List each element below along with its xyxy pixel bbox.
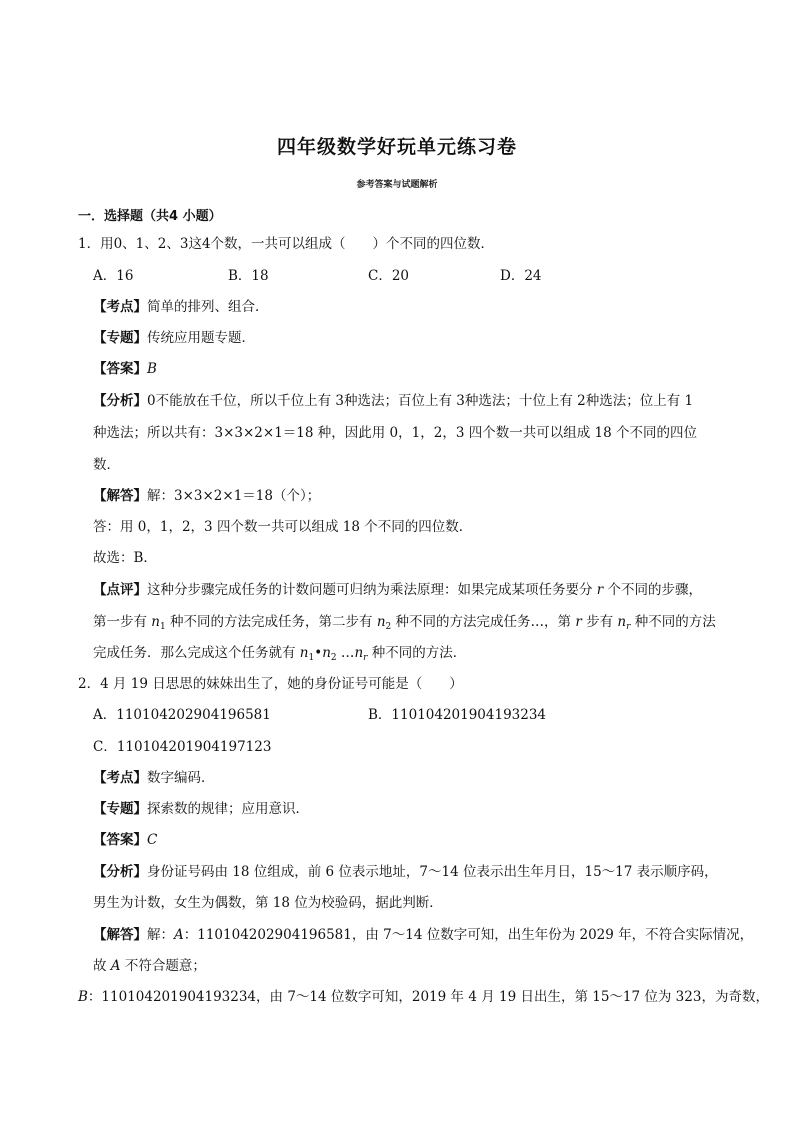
zhuanti-text: 探索数的规律；应用意识． [147, 801, 309, 817]
var-n1: n [151, 614, 160, 630]
jieda-text: 解： [147, 927, 174, 943]
question-1-stem: 1．用0、1、2、3这4个数，一共可以组成（ ）个不同的四位数． [78, 236, 495, 252]
q1-da: 答：用 0，1，2，3 四个数一共可以组成 18 个不同的四位数． [93, 519, 473, 535]
q2-jieda-line-3 [78, 987, 769, 1007]
q2-fenxi-line-2: 男生为计数，女生为偶数，第 18 位为校验码，据此判断． [93, 895, 443, 911]
q2-fenxi-line-1 [93, 862, 718, 882]
q1-option-a: A．16 [93, 268, 134, 284]
dianping-text: 第一步有 [93, 614, 152, 630]
jieda-text: 故 [93, 958, 111, 974]
dianping-text: 种不同的方法完成任务…，第 [391, 614, 576, 630]
fenxi-text: 身份证号码由 18 位组成，前 6 位表示地址，7～14 位表示出生年月日，15～17 表示顺序码， [147, 864, 718, 880]
zhuanti-tag: 【专题】 [93, 330, 147, 346]
q2-jieda-line-1 [93, 925, 753, 945]
var-n1: n [299, 645, 309, 661]
option-label-a: A [110, 958, 121, 974]
kaodian-text: 简单的排列、组合． [147, 299, 269, 315]
var-nr: n [354, 645, 364, 661]
zhuanti-text: 传统应用题专题． [147, 330, 255, 346]
q1-option-b: B．18 [228, 268, 269, 284]
fenxi-text: 0不能放在千位，所以千位上有 3种选法；百位上有 3种选法；十位上有 2种选法；位上有 1 [147, 393, 694, 409]
option-label-a: A [174, 927, 184, 943]
q1-fenxi-line-1 [93, 391, 693, 411]
ellipsis: … [336, 645, 355, 661]
jieda-tag: 【解答】 [93, 488, 147, 504]
q1-dianping-line-2 [93, 612, 716, 632]
dianping-text: 完成任务．那么完成这个任务就有 [93, 645, 300, 661]
jieda-text: 不符合题意； [120, 958, 206, 974]
q2-jieda-line-2 [93, 956, 206, 976]
q1-dianping-line-1 [93, 580, 702, 600]
dianping-text: 个不同的步骤， [603, 582, 703, 598]
dianping-text: 步有 [581, 614, 618, 630]
q2-zhuanti [93, 799, 309, 819]
zhuanti-tag: 【专题】 [93, 801, 147, 817]
q2-option-a: A．110104202904196581 [93, 707, 271, 723]
jieda-text: 解：3×3×2×1＝18（个）； [147, 488, 321, 504]
answer-tag: 【答案】 [93, 361, 147, 377]
fenxi-tag: 【分析】 [93, 393, 147, 409]
jieda-text: ：110104202904196581，由 7～14 位数字可知，出生年份为 2029 年，不符合实际情况， [183, 927, 754, 943]
subscript: 2 [330, 653, 337, 663]
q2-kaodian [93, 768, 215, 788]
q1-option-d: D．24 [500, 268, 542, 284]
question-2-stem: 2．4 月 19 日思思的妹妹出生了，她的身份证号可能是（ ） [78, 676, 463, 692]
dianping-text: 这种分步骤完成任务的计数问题可归纳为乘法原理：如果完成某项任务要分 [147, 582, 597, 598]
q1-guxuan: 故选：B． [93, 550, 157, 566]
subscript: r [363, 653, 368, 663]
dianping-text: 种不同的方法 [630, 614, 716, 630]
fenxi-tag: 【分析】 [93, 864, 147, 880]
q1-fenxi-line-2: 种选法；所以共有：3×3×2×1＝18 种，因此用 0，1，2，3 四个数一共可以组成 18 个不同的四位 [93, 425, 697, 441]
dianping-text: 种不同的方法完成任务，第二步有 [165, 614, 377, 630]
q1-fenxi-line-3: 数． [93, 457, 120, 473]
q1-option-c: C．20 [368, 268, 410, 284]
var-n2: n [376, 614, 386, 630]
q2-option-b: B．110104201904193234 [368, 707, 547, 723]
subscript: 1 [308, 653, 315, 663]
section-heading: 一．选择题（共4 小题） [78, 209, 222, 224]
kaodian-tag: 【考点】 [93, 299, 147, 315]
q2-option-c: C．110104201904197123 [93, 739, 272, 755]
var-r: r [596, 582, 604, 598]
product-dot: • [314, 645, 323, 661]
q1-zhuanti [93, 328, 255, 348]
answer-tag: 【答案】 [93, 832, 147, 848]
var-r: r [575, 614, 582, 630]
kaodian-tag: 【考点】 [93, 770, 147, 786]
var-nr: n [617, 614, 627, 630]
var-n2: n [322, 645, 331, 661]
option-label-b: B [78, 989, 88, 1005]
q1-kaodian [93, 297, 269, 317]
q2-answer [93, 830, 157, 850]
answer-text: B [147, 361, 157, 377]
dianping-text: 种不同的方法． [367, 645, 467, 661]
q1-jieda [93, 486, 320, 506]
kaodian-text: 数字编码． [147, 770, 215, 786]
page-title: 四年级数学好玩单元练习卷 [276, 136, 517, 158]
q1-answer [93, 359, 157, 379]
answer-text: C [147, 832, 158, 848]
jieda-text: ：110104201904193234，由 7～14 位数字可知，2019 年 4 月 19 日出生，第 15～17 位为 323，为奇数， [87, 989, 769, 1005]
subscript: r [626, 622, 631, 632]
jieda-tag: 【解答】 [93, 927, 147, 943]
page-subtitle: 参考答案与试题解析 [356, 180, 438, 190]
subscript: 1 [160, 622, 166, 632]
dianping-tag: 【点评】 [93, 582, 147, 598]
subscript: 2 [385, 622, 392, 632]
q1-dianping-line-3 [93, 643, 466, 663]
